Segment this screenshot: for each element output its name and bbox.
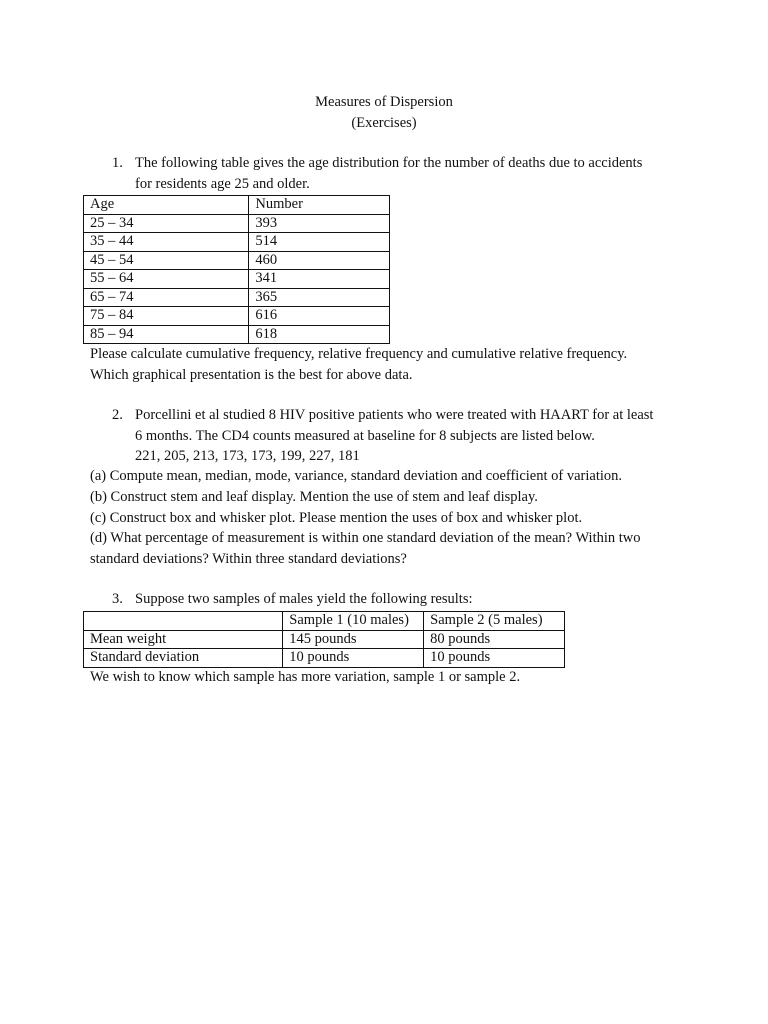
q3-question: We wish to know which sample has more variation, sample 1 or sample 2. — [90, 669, 521, 685]
q1-text-line2: for residents age 25 and older. — [135, 176, 310, 192]
table-cell: 145 pounds — [283, 630, 424, 649]
q1-instruction-line1: Please calculate cumulative frequency, relative frequency and cumulative relative frequency. — [90, 346, 628, 362]
table-cell: 65 – 74 — [84, 288, 249, 307]
table-cell: 45 – 54 — [84, 251, 249, 270]
table-cell: 365 — [249, 288, 390, 307]
q3-text-line1: Suppose two samples of males yield the following results: — [135, 591, 473, 607]
table-header-row — [84, 196, 390, 215]
table-row — [84, 288, 390, 307]
table-row — [84, 325, 390, 344]
table-cell: 460 — [249, 251, 390, 270]
table-cell: 341 — [249, 270, 390, 289]
table-cell: 618 — [249, 325, 390, 344]
q2-part-d-line1: (d) What percentage of measurement is within one standard deviation of the mean? Within two — [90, 530, 641, 546]
q1-number: 1. — [112, 155, 123, 171]
table-cell: 75 – 84 — [84, 307, 249, 326]
table-header-cell: Age — [84, 196, 249, 215]
table-cell: 35 – 44 — [84, 233, 249, 252]
page-subtitle: (Exercises) — [351, 115, 417, 131]
table-cell: Mean weight — [84, 630, 283, 649]
age-deaths-table — [83, 195, 390, 344]
q2-text-line2: 6 months. The CD4 counts measured at baseline for 8 subjects are listed below. — [135, 428, 595, 444]
table-cell: 616 — [249, 307, 390, 326]
table-header-row — [84, 612, 565, 631]
table-cell: Standard deviation — [84, 649, 283, 668]
table-row — [84, 214, 390, 233]
q2-data-values: 221, 205, 213, 173, 173, 199, 227, 181 — [135, 448, 360, 464]
page-title: Measures of Dispersion — [315, 94, 453, 110]
table-row — [84, 270, 390, 289]
table-cell: 10 pounds — [283, 649, 424, 668]
table-row — [84, 649, 565, 668]
table-header-cell: Number — [249, 196, 390, 215]
q2-part-a: (a) Compute mean, median, mode, variance, standard deviation and coefficient of variation. — [90, 468, 623, 484]
q2-part-b: (b) Construct stem and leaf display. Mention the use of stem and leaf display. — [90, 489, 538, 505]
table-row — [84, 233, 390, 252]
table-header-cell: Sample 1 (10 males) — [283, 612, 424, 631]
q2-part-d-line2: standard deviations? Within three standard deviations? — [90, 551, 407, 567]
table-cell: 393 — [249, 214, 390, 233]
table-header-cell: Sample 2 (5 males) — [424, 612, 565, 631]
table-row — [84, 251, 390, 270]
table-row — [84, 307, 390, 326]
table-cell: 80 pounds — [424, 630, 565, 649]
q2-text-line1: Porcellini et al studied 8 HIV positive patients who were treated with HAART for at least — [135, 407, 654, 423]
table-cell: 514 — [249, 233, 390, 252]
table-header-cell — [84, 612, 283, 631]
q1-text-line1: The following table gives the age distribution for the number of deaths due to accidents — [135, 155, 643, 171]
q3-number: 3. — [112, 591, 123, 607]
table-cell: 10 pounds — [424, 649, 565, 668]
q2-part-c: (c) Construct box and whisker plot. Please mention the uses of box and whisker plot. — [90, 510, 583, 526]
q1-instruction-line2: Which graphical presentation is the best for above data. — [90, 367, 413, 383]
table-cell: 55 – 64 — [84, 270, 249, 289]
table-row — [84, 630, 565, 649]
samples-table — [83, 611, 565, 668]
table-cell: 25 – 34 — [84, 214, 249, 233]
q2-number: 2. — [112, 407, 123, 423]
table-cell: 85 – 94 — [84, 325, 249, 344]
